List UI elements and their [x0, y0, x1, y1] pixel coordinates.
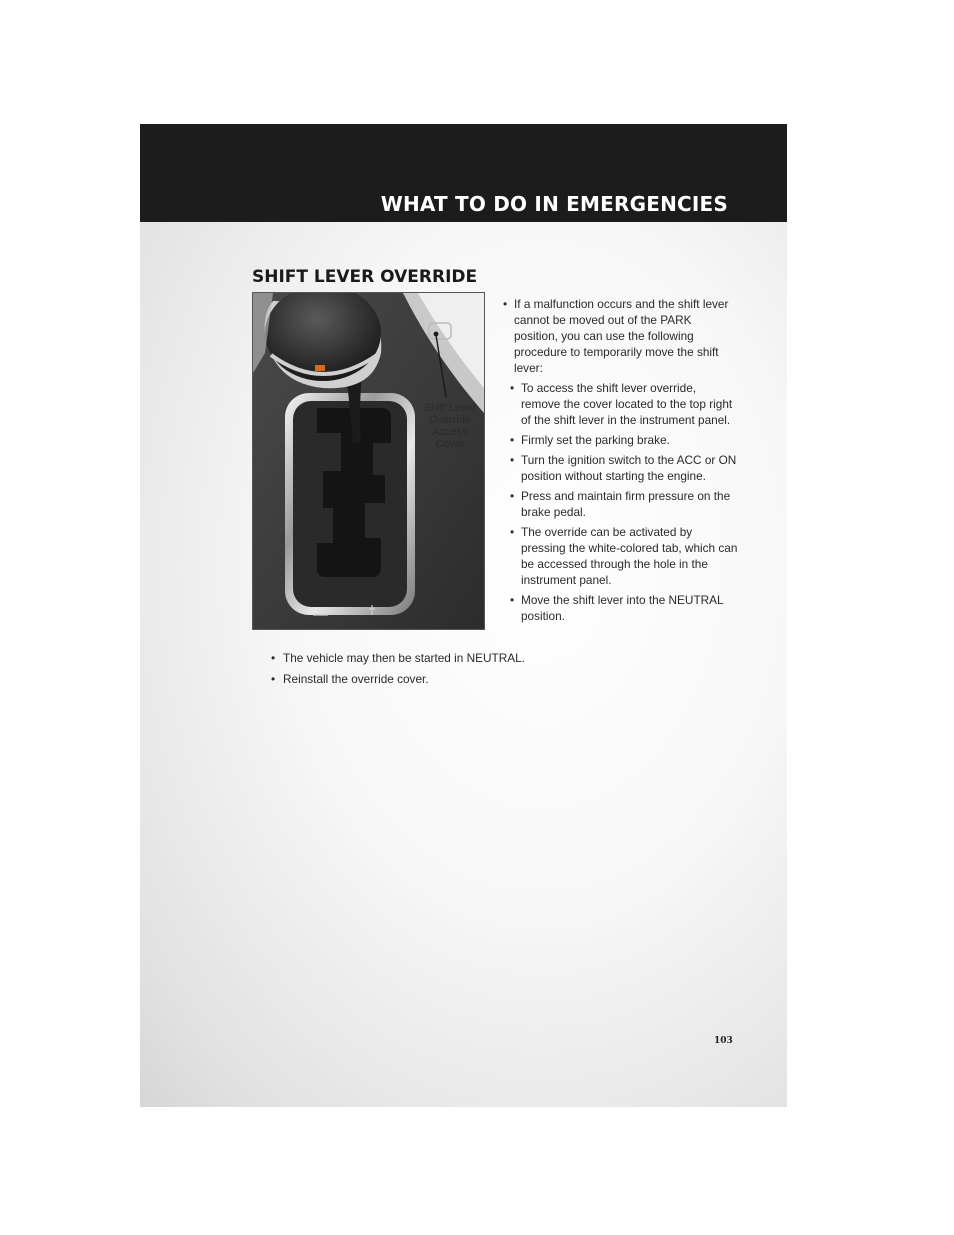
shift-lever-illustration	[253, 293, 484, 629]
override-cover-callout	[416, 402, 484, 450]
manual-page	[140, 124, 787, 1107]
list-item: • Reinstall the override cover.	[268, 671, 648, 687]
header-band	[140, 124, 787, 222]
page-number: 103	[714, 1036, 733, 1046]
section-title: SHIFT LEVER OVERRIDE	[252, 267, 478, 287]
shift-lever-photo	[252, 292, 485, 630]
list-item: • If a malfunction occurs and the shift lever cannot be moved out of the PARK position, you can use the following procedure to temporarily move the shift lever:	[500, 296, 738, 376]
callout-line: Cover	[435, 438, 465, 450]
callout-line: Shift Lever	[423, 402, 477, 414]
list-item: • The vehicle may then be started in NEUTRAL.	[268, 650, 648, 666]
followup-list	[268, 650, 648, 687]
list-item: • Turn the ignition switch to the ACC or ON position without starting the engine.	[507, 452, 738, 484]
callout-line: Override	[428, 414, 472, 426]
procedure-list	[500, 296, 738, 624]
list-item: • To access the shift lever override, remove the cover located to the top right of the shift lever in the instrument panel.	[507, 380, 738, 428]
list-item: • Press and maintain firm pressure on the brake pedal.	[507, 488, 738, 520]
callout-line: Access	[432, 426, 468, 438]
list-item: • Firmly set the parking brake.	[507, 432, 738, 448]
chapter-title: WHAT TO DO IN EMERGENCIES	[380, 192, 728, 216]
list-item: • The override can be activated by pressing the white-colored tab, which can be accessed through the hole in the instrument panel.	[507, 524, 738, 588]
list-item: • Move the shift lever into the NEUTRAL position.	[507, 592, 738, 624]
